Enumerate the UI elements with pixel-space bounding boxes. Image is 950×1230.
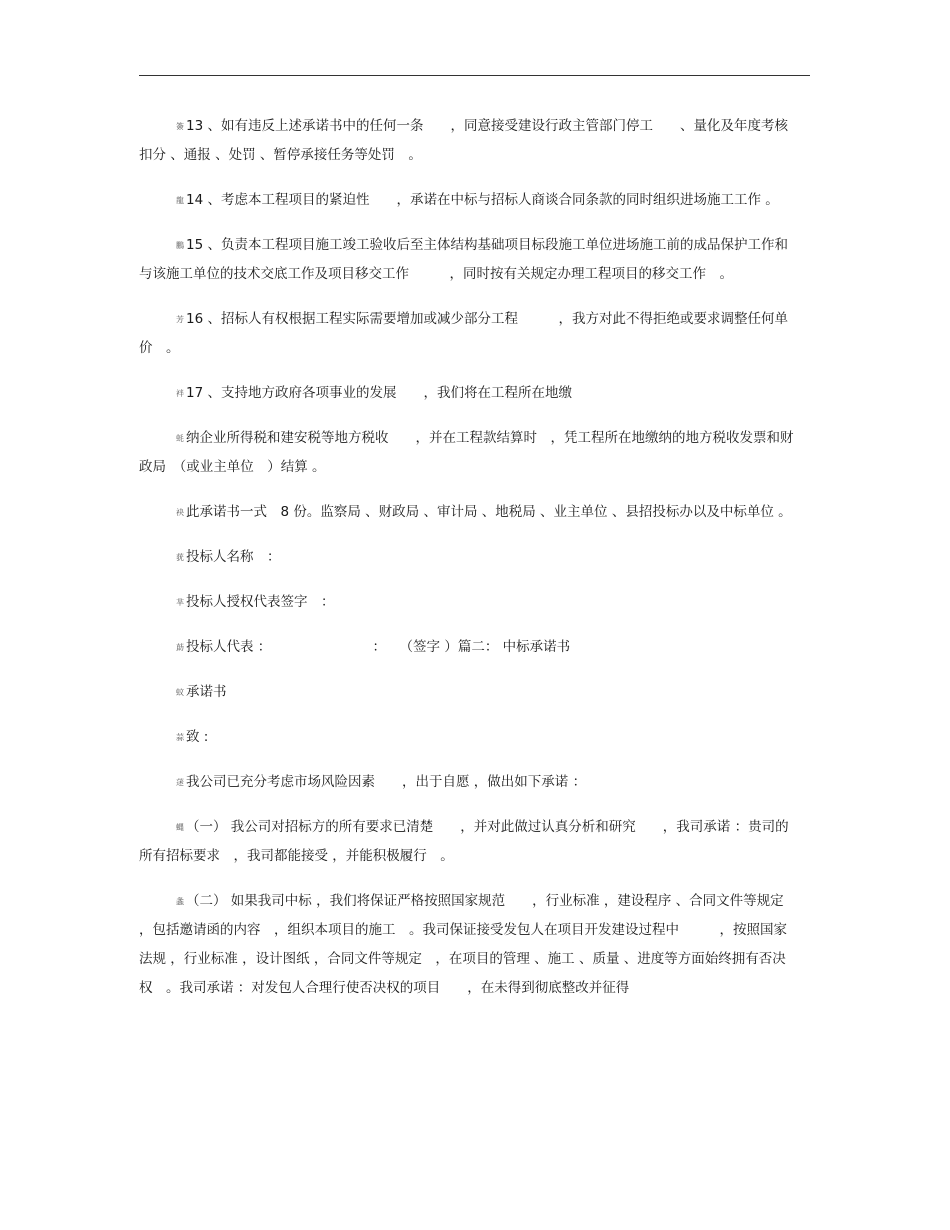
paragraph-text: 14 、考虑本工程项目的紧迫性 ，承诺在中标与招标人商谈合同条款的同时组织进场施工工作 。 (186, 192, 779, 208)
paragraph-marker: 龍 (176, 196, 184, 205)
paragraph-text: 13 、如有违反上述承诺书中的任何一条 ，同意接受建设行政主管部门停工 、量化及年度考核扣分 、通报 、处罚 、暂停承接任务等处罚 。 (139, 118, 788, 163)
paragraph (139, 887, 799, 1003)
paragraph (139, 112, 799, 170)
paragraph-marker: 袢 (176, 389, 184, 398)
paragraph-marker: 蚝 (176, 434, 184, 443)
paragraph-text: 15 、负责本工程项目施工竣工验收后至主体结构基础项目标段施工单位进场施工前的成品保护工作和与该施工单位的技术交底工作及项目移交工作 ，同时按有关规定办理工程项目的移交工作 。 (139, 237, 788, 282)
paragraph (139, 768, 799, 797)
paragraph (139, 543, 799, 572)
paragraph (139, 723, 799, 752)
paragraph-marker: 螽 (176, 897, 184, 906)
paragraph (139, 633, 799, 662)
paragraph (139, 186, 799, 215)
paragraph-marker: 蒁 (176, 778, 184, 787)
paragraph-marker: 蚊 (176, 688, 184, 697)
paragraph-text: 承诺书 (186, 684, 227, 700)
paragraph (139, 498, 799, 527)
paragraph (139, 305, 799, 363)
paragraph-marker: 蒜 (176, 733, 184, 742)
paragraph-text: 投标人代表 ： ： （签字 ）篇二： 中标承诺书 (186, 639, 571, 655)
paragraph-marker: 袂 (176, 508, 184, 517)
header-rule (139, 75, 810, 76)
paragraph-text: 纳企业所得税和建安税等地方税收 ，并在工程款结算时 ，凭工程所在地缴纳的地方税收发票和财政局 （或业主单位 ）结算 。 (139, 430, 794, 475)
paragraph-text: （一） 我公司对招标方的所有要求已清楚 ，并对此做过认真分析和研究 ，我司承诺 ：贵司的所有招标要求 ，我司都能接受 ，并能积极履行 。 (139, 819, 789, 864)
paragraph-text: 此承诺书一式 8 份。监察局 、财政局 、审计局 、地税局 、业主单位 、县招投标办以及中标单位 。 (186, 504, 792, 520)
paragraph-marker: 莇 (176, 643, 184, 652)
paragraph-text: 16 、招标人有权根据工程实际需要增加或减少部分工程 ，我方对此不得拒绝或要求调整任何单价 。 (139, 311, 788, 356)
paragraph-text: 17 、支持地方政府各项事业的发展 ，我们将在工程所在地缴 (186, 385, 572, 401)
paragraph-marker: 鵬 (176, 241, 184, 250)
document-body (139, 112, 799, 1019)
paragraph-marker: 簽 (176, 122, 184, 131)
paragraph-marker: 莸 (176, 553, 184, 562)
paragraph-text: 投标人名称 ： (186, 549, 281, 565)
paragraph-marker: 芈 (176, 598, 184, 607)
paragraph-text: （二） 如果我司中标 ，我们将保证严格按照国家规范 ，行业标准 ，建设程序 、合同文件等规定 ，包括邀请函的内容 ，组织本项目的施工 。我司保证接受发包人在项目开发建设过程中 ，按照国家法规 ，行业标准 ，设计图纸 ，合同文件等规定 ，在项目的管理 、施工 、质量 、进度等方面始终拥有否决权 。我司承诺 ：对发包人合理行使否决权的项目 ，在未得到彻底整改并征得 (139, 893, 788, 996)
paragraph (139, 379, 799, 408)
paragraph (139, 588, 799, 617)
paragraph-marker: 蝿 (176, 823, 184, 832)
paragraph-marker: 芳 (176, 315, 184, 324)
paragraph-text: 致 : (186, 729, 209, 745)
paragraph (139, 678, 799, 707)
paragraph (139, 231, 799, 289)
paragraph (139, 813, 799, 871)
paragraph-text: 我公司已充分考虑市场风险因素 ，出于自愿 ，做出如下承诺 ： (186, 774, 587, 790)
paragraph-text: 投标人授权代表签字 ： (186, 594, 335, 610)
paragraph (139, 424, 799, 482)
